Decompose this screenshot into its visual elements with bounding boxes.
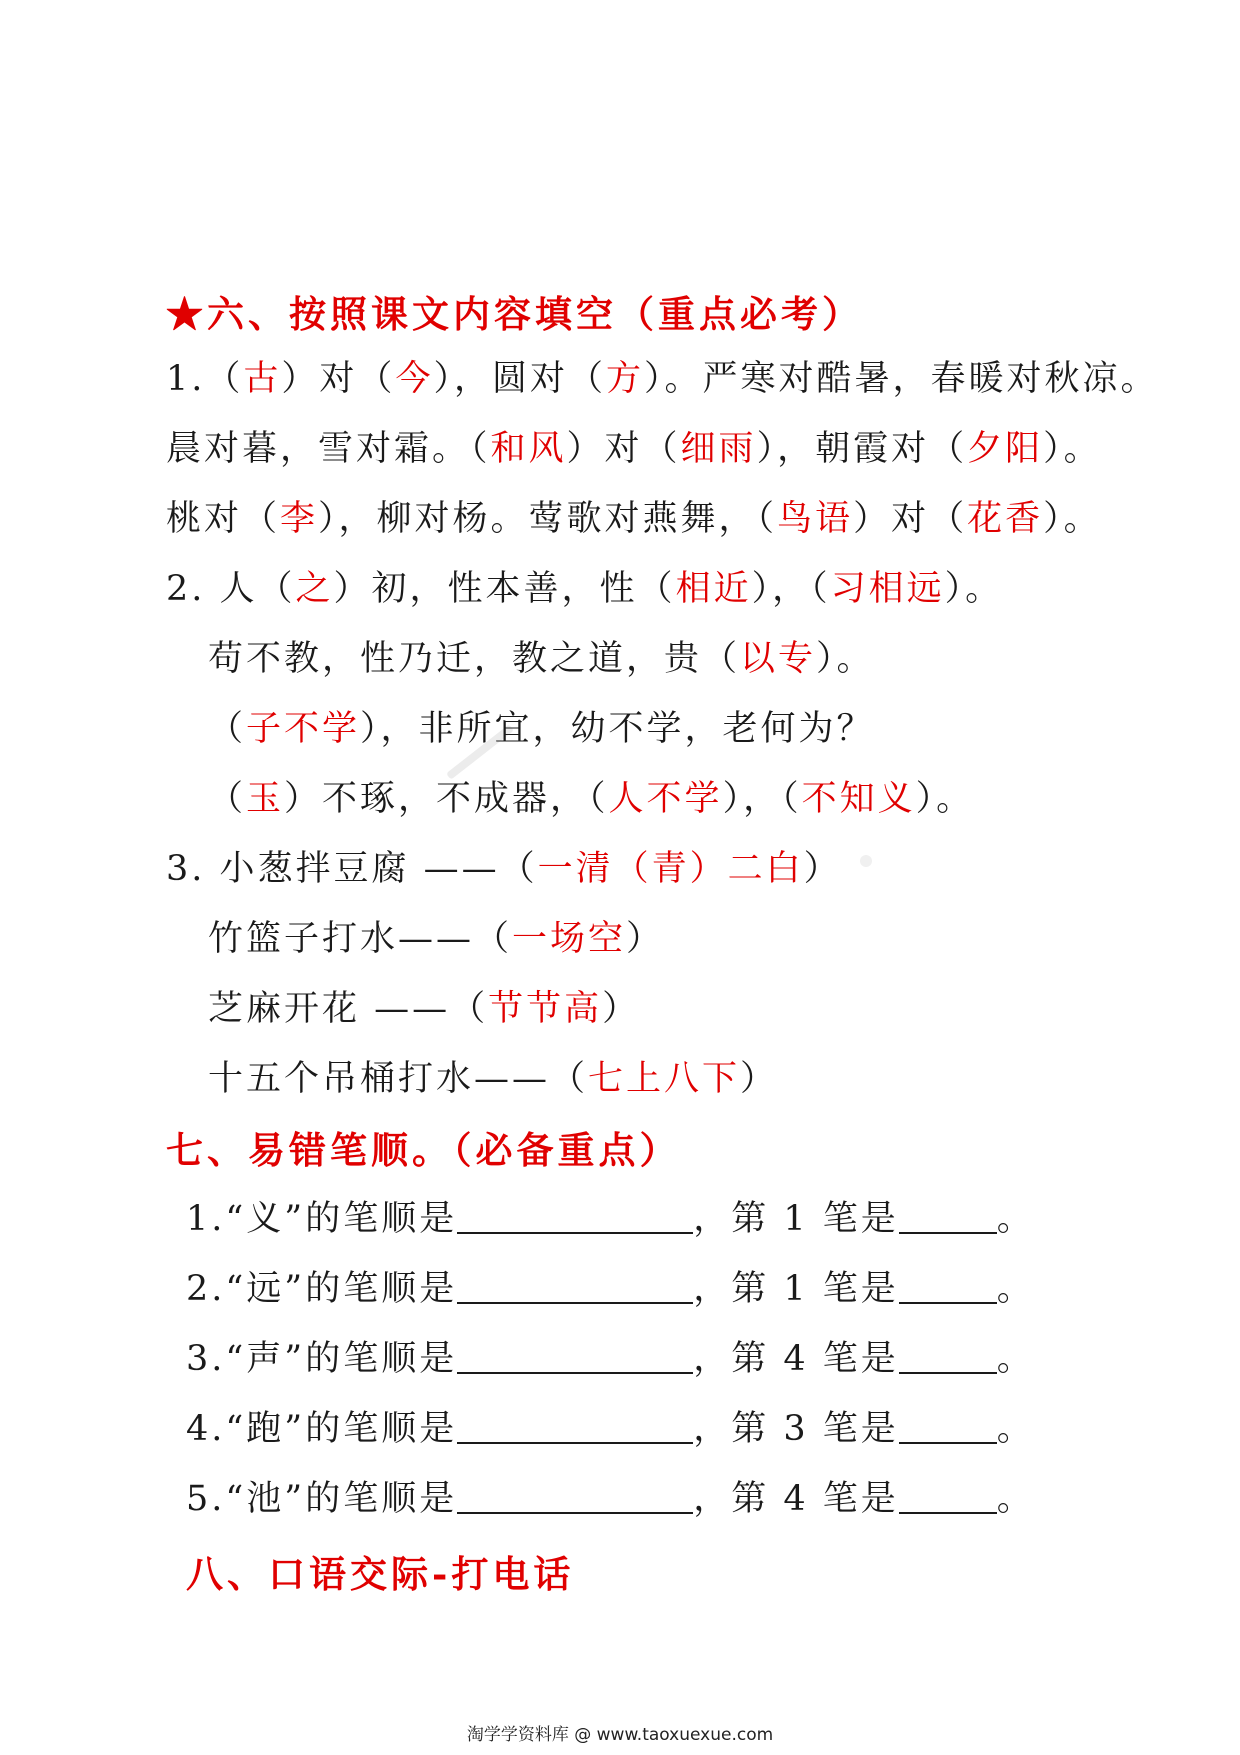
q1-line-3 bbox=[166, 499, 1102, 539]
question-number: 4. bbox=[186, 1409, 226, 1449]
text: ） bbox=[626, 919, 665, 959]
text: ，第 3 笔是 bbox=[693, 1409, 899, 1449]
stroke-order-blank[interactable] bbox=[457, 1272, 693, 1304]
text: ）对（ bbox=[853, 499, 968, 539]
question-char: “跑” bbox=[225, 1409, 306, 1449]
answer: 一场空 bbox=[512, 919, 627, 959]
answer: 李 bbox=[280, 499, 319, 539]
text: ，第 4 笔是 bbox=[693, 1339, 899, 1379]
text: 3. 小葱拌豆腐 ——（ bbox=[166, 849, 538, 889]
section-8-title: 八、口语交际-打电话 bbox=[186, 1552, 575, 1596]
text: 芝麻开花 ——（ bbox=[208, 989, 489, 1029]
text: 桃对（ bbox=[166, 499, 281, 539]
question-char: “义” bbox=[225, 1199, 306, 1239]
text: 的笔顺是 bbox=[305, 1199, 458, 1239]
text: ） bbox=[602, 989, 641, 1029]
question-char: “池” bbox=[225, 1479, 306, 1519]
text: ）。 bbox=[915, 779, 975, 819]
text: 。 bbox=[996, 1479, 1035, 1519]
text: ，第 4 笔是 bbox=[693, 1479, 899, 1519]
stroke-question bbox=[186, 1409, 1035, 1449]
text: 竹篮子打水——（ bbox=[208, 919, 513, 959]
answer: 古 bbox=[243, 359, 282, 399]
q3-line-3 bbox=[208, 989, 641, 1029]
text: ），朝霞对（ bbox=[756, 429, 968, 469]
stroke-order-blank[interactable] bbox=[457, 1482, 693, 1514]
answer: 子不学 bbox=[246, 709, 361, 749]
answer: 玉 bbox=[246, 779, 285, 819]
text: 的笔顺是 bbox=[305, 1269, 458, 1309]
answer: 夕阳 bbox=[967, 429, 1044, 469]
text: 的笔顺是 bbox=[305, 1339, 458, 1379]
text: ）。 bbox=[944, 569, 1004, 609]
q2-line-2 bbox=[208, 639, 875, 679]
section-7-title: 七、易错笔顺。（必备重点） bbox=[166, 1128, 681, 1172]
answer: 方 bbox=[605, 359, 644, 399]
text: ）。 bbox=[1043, 499, 1102, 539]
answer: 鸟语 bbox=[777, 499, 854, 539]
question-number: 1. bbox=[186, 1199, 226, 1239]
answer: 习相远 bbox=[830, 569, 945, 609]
text: ） bbox=[740, 1059, 779, 1099]
text: 的笔顺是 bbox=[305, 1479, 458, 1519]
text: ）。 bbox=[1043, 429, 1102, 469]
text: ，第 1 笔是 bbox=[693, 1269, 899, 1309]
stroke-question bbox=[186, 1199, 1035, 1239]
answer: 人不学 bbox=[608, 779, 723, 819]
section-6-title: ★六、按照课文内容填空（重点必考） bbox=[166, 292, 863, 336]
answer: 今 bbox=[395, 359, 434, 399]
text: 苟不教，性乃迁，教之道，贵（ bbox=[208, 639, 741, 679]
stroke-question bbox=[186, 1479, 1035, 1519]
text: ，第 1 笔是 bbox=[693, 1199, 899, 1239]
text: ），（ bbox=[722, 779, 802, 819]
text: ）对（ bbox=[566, 429, 681, 469]
question-char: “远” bbox=[225, 1269, 306, 1309]
stroke-question bbox=[186, 1339, 1035, 1379]
answer: 以专 bbox=[740, 639, 817, 679]
text: 。 bbox=[996, 1409, 1035, 1449]
text: ） bbox=[803, 849, 842, 889]
text: 十五个吊桶打水——（ bbox=[208, 1059, 589, 1099]
text: 的笔顺是 bbox=[305, 1409, 458, 1449]
text: 晨对暮，雪对霜。（ bbox=[166, 429, 491, 469]
q1-line-2 bbox=[166, 429, 1102, 469]
text: ），（ bbox=[751, 569, 831, 609]
footer-watermark-text: 淘学学资料库 @ www.taoxuexue.com bbox=[466, 1725, 774, 1745]
text: ），非所宜，幼不学，老何为？ bbox=[360, 709, 875, 749]
text: 。 bbox=[996, 1339, 1035, 1379]
text: ），圆对（ bbox=[433, 359, 606, 399]
answer: 节节高 bbox=[488, 989, 603, 1029]
q1-line-1 bbox=[166, 359, 1159, 399]
q3-line-1 bbox=[166, 849, 842, 889]
watermark-dot bbox=[860, 855, 872, 867]
text: 。 bbox=[996, 1199, 1035, 1239]
stroke-number-blank[interactable] bbox=[899, 1272, 997, 1304]
answer: 一清（青）二白 bbox=[537, 849, 804, 889]
text: ），柳对杨。莺歌对燕舞，（ bbox=[318, 499, 778, 539]
stroke-number-blank[interactable] bbox=[899, 1342, 997, 1374]
q2-line-1 bbox=[166, 569, 1004, 609]
stroke-order-blank[interactable] bbox=[457, 1202, 693, 1234]
text: ）。严寒对酷暑，春暖对秋凉。 bbox=[643, 359, 1159, 399]
stroke-order-blank[interactable] bbox=[457, 1412, 693, 1444]
text: ）不琢，不成器，（ bbox=[284, 779, 609, 819]
stroke-order-blank[interactable] bbox=[457, 1342, 693, 1374]
question-char: “声” bbox=[225, 1339, 306, 1379]
question-number: 2. bbox=[186, 1269, 226, 1309]
answer: 不知义 bbox=[801, 779, 916, 819]
q2-line-4 bbox=[208, 779, 975, 819]
text: 2. 人（ bbox=[166, 569, 296, 609]
question-number: 5. bbox=[186, 1479, 226, 1519]
q2-line-3 bbox=[208, 709, 875, 749]
answer: 之 bbox=[295, 569, 334, 609]
stroke-number-blank[interactable] bbox=[899, 1412, 997, 1444]
answer: 细雨 bbox=[680, 429, 757, 469]
stroke-number-blank[interactable] bbox=[899, 1482, 997, 1514]
text: ）对（ bbox=[281, 359, 396, 399]
q3-line-2 bbox=[208, 919, 665, 959]
question-number: 3. bbox=[186, 1339, 226, 1379]
text: （ bbox=[208, 709, 247, 749]
text: ）初，性本善，性（ bbox=[333, 569, 676, 609]
text: ）。 bbox=[816, 639, 875, 679]
answer: 花香 bbox=[967, 499, 1044, 539]
q3-line-4 bbox=[208, 1059, 779, 1099]
stroke-number-blank[interactable] bbox=[899, 1202, 997, 1234]
text: （ bbox=[208, 779, 247, 819]
answer: 七上八下 bbox=[588, 1059, 741, 1099]
text: 。 bbox=[996, 1269, 1035, 1309]
stroke-question bbox=[186, 1269, 1035, 1309]
text: 1.（ bbox=[166, 359, 244, 399]
answer: 和风 bbox=[490, 429, 567, 469]
answer: 相近 bbox=[675, 569, 752, 609]
